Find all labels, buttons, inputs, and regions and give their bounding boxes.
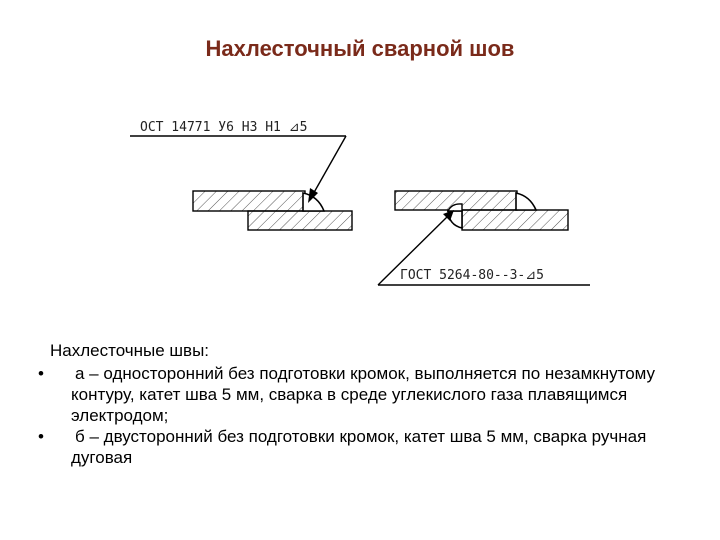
page-title: Нахлесточный сварной шов [205,36,515,61]
lap-joint-b [395,191,568,230]
lower-plate-a [248,211,352,230]
item-text: двусторонний без подготовки кромок, катет шва 5 мм, сварка ручная дуговая [71,427,647,467]
callout-a-label: ОСТ 14771 У6 Н3 Н1 ⊿5 [140,120,308,135]
caption [38,340,678,468]
item-letter: а – [75,364,99,383]
weld-bead-b-right [516,193,536,210]
bullet: • [38,364,44,383]
lower-plate-b [462,210,568,230]
item-text: односторонний без подготовки кромок, выполняется по незамкнутому контуру, катет шва 5 мм, сварка в среде углекислого газа плавящимся электродом; [71,364,656,425]
caption-intro: Нахлесточные швы: [50,341,210,360]
upper-plate-a [193,191,305,211]
list-item [38,426,678,468]
lap-joint-a [193,191,352,230]
list-item [38,363,678,426]
item-letter: б – [75,427,99,446]
callout-a-leader [312,136,346,196]
caption-list [38,363,678,468]
bullet: • [38,427,44,446]
callout-b-label: ГОСТ 5264-80--3-⊿5 [400,268,544,283]
